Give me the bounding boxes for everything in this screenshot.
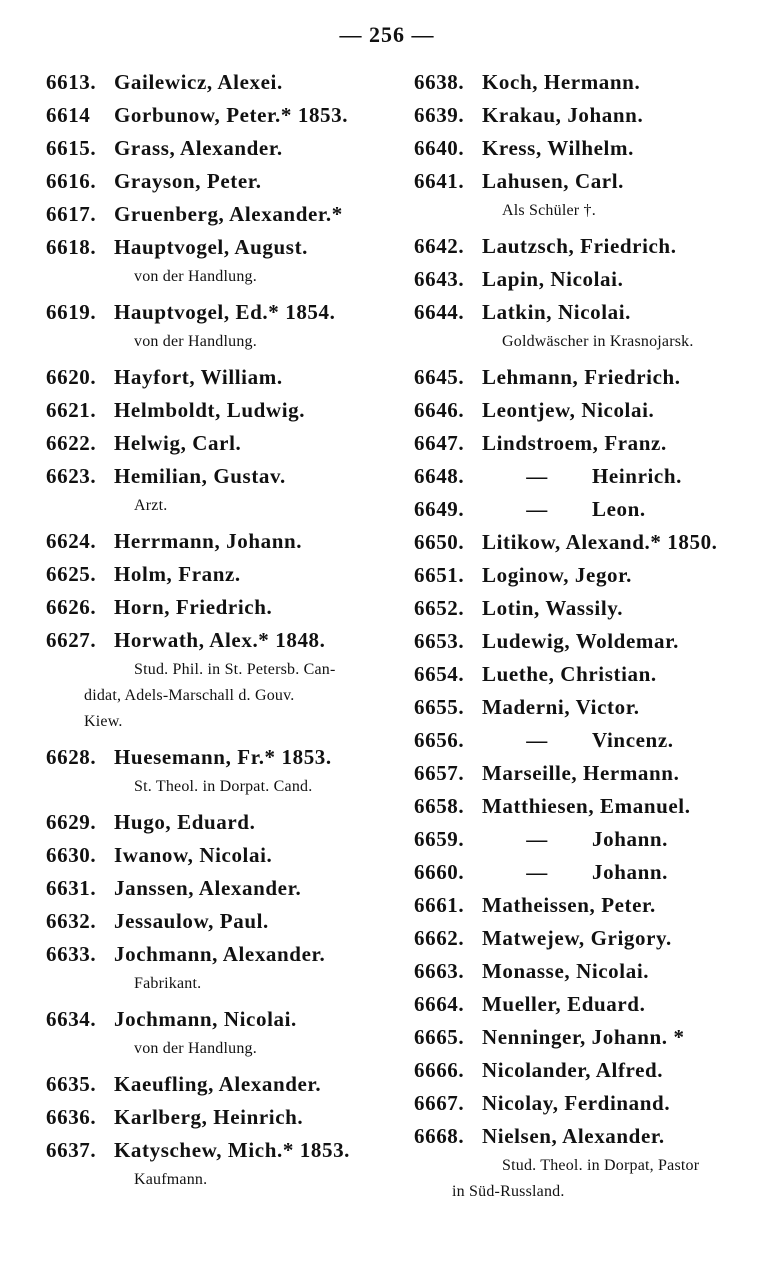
entry-name: Vincenz.: [592, 728, 674, 752]
entry-name: Heinrich.: [592, 464, 682, 488]
entry-number: 6635.: [46, 1072, 97, 1096]
register-entry: [414, 263, 766, 296]
register-entry: [414, 889, 766, 922]
entry-name: Matthiesen, Emanuel.: [482, 794, 691, 818]
entry-name: Jessaulow, Paul.: [114, 909, 269, 933]
entry-line: [414, 691, 766, 724]
entry-line: [414, 724, 766, 757]
register-entry: [46, 165, 406, 198]
entry-name: Hauptvogel, August.: [114, 235, 309, 259]
entry-name: Marseille, Hermann.: [482, 761, 680, 785]
entry-line: [46, 296, 406, 329]
entry-name: Maderni, Victor.: [482, 695, 640, 719]
register-entry: [414, 790, 766, 823]
register-entry: [414, 165, 766, 230]
entry-number: 6663.: [414, 959, 465, 983]
entry-name: Herrmann, Johann.: [114, 529, 303, 553]
register-entry: [414, 493, 766, 526]
register-entry: [46, 361, 406, 394]
entry-number: 6656.: [414, 728, 465, 752]
entry-name: Mueller, Eduard.: [482, 992, 646, 1016]
entry-number: 6626.: [46, 595, 97, 619]
register-entry: [414, 394, 766, 427]
entry-line: [46, 905, 406, 938]
entry-line: [414, 99, 766, 132]
register-entry: [414, 691, 766, 724]
entry-line: [414, 559, 766, 592]
entry-number: 6647.: [414, 431, 465, 455]
entry-number: 6644.: [414, 300, 465, 324]
entry-name: Horwath, Alex.* 1848.: [114, 628, 326, 652]
entry-name: Grayson, Peter.: [114, 169, 262, 193]
entry-line: [46, 361, 406, 394]
entry-name: Helwig, Carl.: [114, 431, 242, 455]
entry-line: [46, 132, 406, 165]
entry-line: [414, 66, 766, 99]
entry-name: Hayfort, William.: [114, 365, 283, 389]
entry-line: [414, 263, 766, 296]
entry-number: 6624.: [46, 529, 97, 553]
register-entry: [414, 99, 766, 132]
entry-note: St. Theol. in Dorpat. Cand.: [134, 778, 313, 795]
entry-name: Koch, Hermann.: [482, 70, 641, 94]
entry-number: 6645.: [414, 365, 465, 389]
entry-number: 6637.: [46, 1138, 97, 1162]
register-entry: [414, 230, 766, 263]
entry-name: Jochmann, Alexander.: [114, 942, 326, 966]
right-column: [414, 66, 766, 1211]
entry-line: [414, 625, 766, 658]
register-entry: [414, 1087, 766, 1120]
entry-note: didat, Adels-Marschall d. Gouv.: [84, 687, 295, 704]
entry-name: Leontjew, Nicolai.: [482, 398, 655, 422]
entry-line: [414, 658, 766, 691]
entry-line: [46, 231, 406, 264]
entry-number: 6639.: [414, 103, 465, 127]
entry-number: 6642.: [414, 234, 465, 258]
entry-name: Krakau, Johann.: [482, 103, 644, 127]
entry-name: Lindstroem, Franz.: [482, 431, 667, 455]
entry-name: Kaeufling, Alexander.: [114, 1072, 322, 1096]
entry-name: Matheissen, Peter.: [482, 893, 656, 917]
register-entry: [46, 296, 406, 361]
register-entry: [46, 1101, 406, 1134]
entry-note: von der Handlung.: [134, 1040, 257, 1057]
entry-line: [414, 1021, 766, 1054]
entry-line: [414, 132, 766, 165]
register-entry: [414, 132, 766, 165]
register-entry: [414, 823, 766, 856]
entry-line: [46, 165, 406, 198]
entry-number: 6655.: [414, 695, 465, 719]
entry-name: Litikow, Alexand.* 1850.: [482, 530, 718, 554]
entry-number: 6659.: [414, 827, 465, 851]
entry-line: [46, 1068, 406, 1101]
entry-number: 6634.: [46, 1007, 97, 1031]
entry-line: [414, 493, 766, 526]
entry-name: Hauptvogel, Ed.* 1854.: [114, 300, 336, 324]
entry-note: in Süd-Russland.: [452, 1183, 565, 1200]
entry-line: [46, 872, 406, 905]
entry-number: 6667.: [414, 1091, 465, 1115]
entry-name: Nicolay, Ferdinand.: [482, 1091, 671, 1115]
entry-line: [46, 460, 406, 493]
entry-line: [414, 1120, 766, 1153]
entry-number: 6662.: [414, 926, 465, 950]
entry-number: 6650.: [414, 530, 465, 554]
entry-line: [46, 1101, 406, 1134]
entry-number: 6646.: [414, 398, 465, 422]
entry-name: Lapin, Nicolai.: [482, 267, 624, 291]
entry-number: 6657.: [414, 761, 465, 785]
entry-number: 6652.: [414, 596, 465, 620]
entry-line: [46, 591, 406, 624]
entry-name: Monasse, Nicolai.: [482, 959, 650, 983]
entry-number: 6618.: [46, 235, 97, 259]
entry-line: [414, 394, 766, 427]
entry-line: [414, 922, 766, 955]
entry-line: [46, 938, 406, 971]
entry-note: Stud. Phil. in St. Petersb. Can-: [134, 661, 336, 678]
entry-line: [46, 741, 406, 774]
register-entry: [46, 231, 406, 296]
entry-number: 6616.: [46, 169, 97, 193]
entry-line: [414, 427, 766, 460]
register-entry: [46, 938, 406, 1003]
entry-number: 6619.: [46, 300, 97, 324]
entry-name: Nielsen, Alexander.: [482, 1124, 665, 1148]
register-entry: [46, 99, 406, 132]
entry-note: von der Handlung.: [134, 268, 257, 285]
register-entry: [46, 624, 406, 741]
entry-number: 6625.: [46, 562, 97, 586]
entry-line: [414, 1087, 766, 1120]
entry-line: [414, 230, 766, 263]
entry-name: Grass, Alexander.: [114, 136, 283, 160]
entry-number: 6636.: [46, 1105, 97, 1129]
entry-number: 6613.: [46, 70, 97, 94]
register-entry: [414, 592, 766, 625]
entry-name: Hugo, Eduard.: [114, 810, 256, 834]
entry-name: Helmboldt, Ludwig.: [114, 398, 306, 422]
entry-note: Als Schüler †.: [502, 202, 596, 219]
entry-name: Lotin, Wassily.: [482, 596, 624, 620]
entry-name: Katyschew, Mich.* 1853.: [114, 1138, 351, 1162]
entry-name: Gorbunow, Peter.* 1853.: [114, 103, 349, 127]
register-entry: [414, 724, 766, 757]
entry-number: 6632.: [46, 909, 97, 933]
register-entry: [414, 856, 766, 889]
register-entry: [414, 1021, 766, 1054]
entry-number: 6628.: [46, 745, 97, 769]
entry-number: 6621.: [46, 398, 97, 422]
entry-name: Ludewig, Woldemar.: [482, 629, 679, 653]
entry-name: Gailewicz, Alexei.: [114, 70, 283, 94]
entry-note: Fabrikant.: [134, 975, 202, 992]
entry-line: [414, 165, 766, 198]
register-entry: [46, 460, 406, 525]
entry-number: 6638.: [414, 70, 465, 94]
entry-name: Karlberg, Heinrich.: [114, 1105, 304, 1129]
entry-line: [414, 988, 766, 1021]
register-entry: [414, 427, 766, 460]
entry-line: [46, 624, 406, 657]
entry-number: 6623.: [46, 464, 97, 488]
entry-name: Luethe, Christian.: [482, 662, 657, 686]
entry-name: Hemilian, Gustav.: [114, 464, 286, 488]
register-entry: [46, 427, 406, 460]
entry-number: 6653.: [414, 629, 465, 653]
entry-number: 6648.: [414, 464, 465, 488]
register-entry: [414, 1054, 766, 1087]
entry-line: [46, 427, 406, 460]
entry-note: Kaufmann.: [134, 1171, 208, 1188]
register-entry: [414, 757, 766, 790]
entry-line: [46, 1003, 406, 1036]
entry-name: Huesemann, Fr.* 1853.: [114, 745, 332, 769]
entry-name: Holm, Franz.: [114, 562, 241, 586]
entry-number: 6658.: [414, 794, 465, 818]
entry-note: Arzt.: [134, 497, 168, 514]
register-entry: [46, 66, 406, 99]
entry-line: [46, 839, 406, 872]
entry-note: Kiew.: [84, 713, 123, 730]
entry-number: 6666.: [414, 1058, 465, 1082]
ditto-dash: —: [526, 728, 548, 752]
register-entry: [46, 1003, 406, 1068]
register-entry: [46, 1068, 406, 1101]
entry-number: 6661.: [414, 893, 465, 917]
register-entry: [46, 872, 406, 905]
register-entry: [46, 558, 406, 591]
register-entry: [46, 198, 406, 231]
entry-name: Matwejew, Grigory.: [482, 926, 672, 950]
register-entry: [414, 1120, 766, 1211]
page-number: — 256 —: [339, 22, 435, 47]
left-column: [46, 66, 406, 1199]
entry-line: [46, 198, 406, 231]
entry-name: Iwanow, Nicolai.: [114, 843, 273, 867]
register-entry: [46, 525, 406, 558]
entry-name: Johann.: [592, 860, 668, 884]
entry-line: [414, 889, 766, 922]
entry-name: Leon.: [592, 497, 646, 521]
entry-line: [46, 806, 406, 839]
register-entry: [414, 625, 766, 658]
entry-name: Lautzsch, Friedrich.: [482, 234, 677, 258]
register-entry: [46, 132, 406, 165]
register-entry: [46, 1134, 406, 1199]
entry-line: [414, 856, 766, 889]
entry-name: Loginow, Jegor.: [482, 563, 632, 587]
entry-line: [414, 790, 766, 823]
entry-number: 6629.: [46, 810, 97, 834]
entry-number: 6668.: [414, 1124, 465, 1148]
entry-name: Jochmann, Nicolai.: [114, 1007, 297, 1031]
entry-number: 6643.: [414, 267, 465, 291]
entry-name: Lahusen, Carl.: [482, 169, 625, 193]
entry-line: [46, 1134, 406, 1167]
register-entry: [46, 394, 406, 427]
entry-number: 6649.: [414, 497, 465, 521]
register-entry: [46, 591, 406, 624]
ditto-dash: —: [526, 860, 548, 884]
register-entry: [414, 526, 766, 559]
entry-number: 6630.: [46, 843, 97, 867]
entry-name: Lehmann, Friedrich.: [482, 365, 681, 389]
entry-number: 6615.: [46, 136, 97, 160]
entry-name: Gruenberg, Alexander.*: [114, 202, 343, 226]
register-entry: [414, 988, 766, 1021]
ditto-dash: —: [526, 497, 548, 521]
register-entry: [414, 559, 766, 592]
entry-name: Kress, Wilhelm.: [482, 136, 634, 160]
entry-number: 6633.: [46, 942, 97, 966]
entry-number: 6620.: [46, 365, 97, 389]
entry-number: 6617.: [46, 202, 97, 226]
entry-name: Horn, Friedrich.: [114, 595, 273, 619]
register-entry: [414, 460, 766, 493]
entry-note: Goldwäscher in Krasnojarsk.: [502, 333, 694, 350]
register-entry: [414, 296, 766, 361]
entry-line: [414, 296, 766, 329]
entry-name: Nicolander, Alfred.: [482, 1058, 664, 1082]
entry-note: von der Handlung.: [134, 333, 257, 350]
entry-line: [414, 955, 766, 988]
entry-line: [414, 823, 766, 856]
entry-line: [46, 66, 406, 99]
entry-number: 6660.: [414, 860, 465, 884]
entry-line: [414, 757, 766, 790]
entry-number: 6654.: [414, 662, 465, 686]
register-entry: [414, 66, 766, 99]
register-entry: [414, 658, 766, 691]
entry-line: [46, 558, 406, 591]
entry-note: Stud. Theol. in Dorpat, Pastor: [502, 1157, 700, 1174]
entry-line: [46, 525, 406, 558]
ditto-dash: —: [526, 827, 548, 851]
register-entry: [414, 922, 766, 955]
entry-number: 6631.: [46, 876, 97, 900]
entry-name: Johann.: [592, 827, 668, 851]
entry-line: [414, 460, 766, 493]
entry-line: [46, 99, 406, 132]
entry-name: Latkin, Nicolai.: [482, 300, 632, 324]
entry-number: 6651.: [414, 563, 465, 587]
register-entry: [46, 905, 406, 938]
ditto-dash: —: [526, 464, 548, 488]
register-entry: [46, 839, 406, 872]
entry-line: [46, 394, 406, 427]
entry-line: [414, 361, 766, 394]
entry-line: [414, 1054, 766, 1087]
entry-name: Janssen, Alexander.: [114, 876, 302, 900]
entry-number: 6627.: [46, 628, 97, 652]
register-entry: [414, 361, 766, 394]
register-entry: [414, 955, 766, 988]
entry-number: 6640.: [414, 136, 465, 160]
entry-line: [414, 526, 766, 559]
entry-number: 6665.: [414, 1025, 465, 1049]
entry-number: 6614: [46, 103, 91, 127]
register-entry: [46, 806, 406, 839]
register-entry: [46, 741, 406, 806]
entry-line: [414, 592, 766, 625]
entry-number: 6622.: [46, 431, 97, 455]
entry-number: 6641.: [414, 169, 465, 193]
entry-name: Nenninger, Johann. *: [482, 1025, 685, 1049]
entry-number: 6664.: [414, 992, 465, 1016]
